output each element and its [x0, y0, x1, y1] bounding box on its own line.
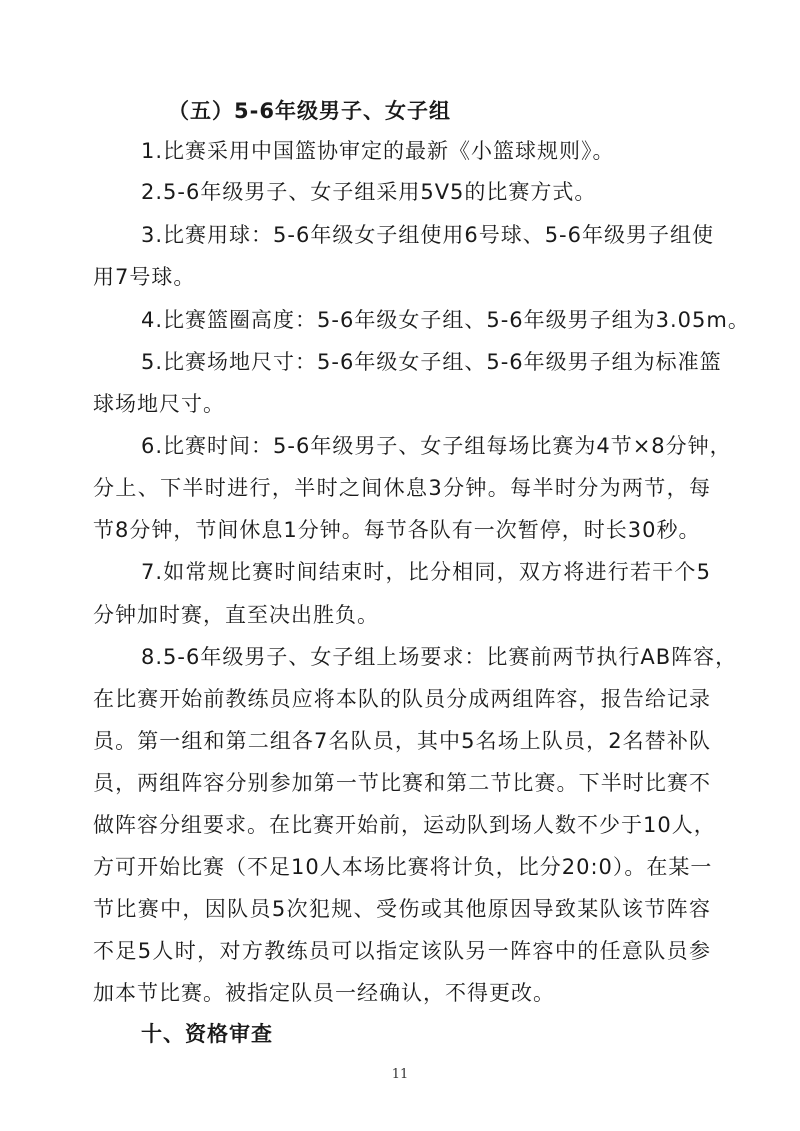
paragraph-line: 节8分钟，节间休息1分钟。每节各队有一次暂停，时长30秒。 [93, 518, 701, 542]
subsection-heading: （五）5-6年级男子、女子组 [168, 99, 451, 123]
paragraph-line: 做阵容分组要求。在比赛开始前，运动队到场人数不少于10人， [93, 813, 716, 837]
paragraph-line: 6.比赛时间：5-6年级男子、女子组每场比赛为4节×8分钟， [141, 434, 732, 458]
paragraph-line: 员，两组阵容分别参加第一节比赛和第二节比赛。下半时比赛不 [93, 771, 711, 795]
paragraph-line: 员。第一组和第二组各7名队员，其中5名场上队员，2名替补队 [93, 729, 711, 753]
section-heading: 十、资格审查 [141, 1022, 273, 1046]
paragraph-line: 方可开始比赛（不足10人本场比赛将计负，比分20:0）。在某一 [93, 855, 713, 879]
paragraph-line: 8.5-6年级男子、女子组上场要求：比赛前两节执行AB阵容， [141, 645, 738, 669]
paragraph-line: 4.比赛篮圈高度：5-6年级女子组、5-6年级男子组为3.05m。 [141, 308, 750, 332]
paragraph-line: 用7号球。 [93, 265, 196, 289]
paragraph-line: 5.比赛场地尺寸：5-6年级女子组、5-6年级男子组为标准篮 [141, 350, 722, 374]
paragraph-line: 2.5-6年级男子、女子组采用5V5的比赛方式。 [141, 180, 597, 204]
page-number: 11 [391, 1067, 409, 1082]
paragraph-line: 3.比赛用球：5-6年级女子组使用6号球、5-6年级男子组使 [141, 223, 714, 247]
paragraph-line: 不足5人时，对方教练员可以指定该队另一阵容中的任意队员参 [93, 939, 711, 963]
paragraph-line: 球场地尺寸。 [93, 392, 225, 416]
paragraph-line: 节比赛中，因队员5次犯规、受伤或其他原因导致某队该节阵容 [93, 897, 711, 921]
paragraph-line: 分钟加时赛，直至决出胜负。 [93, 603, 379, 627]
paragraph-line: 7.如常规比赛时间结束时，比分相同，双方将进行若干个5 [141, 560, 711, 584]
paragraph-line: 1.比赛采用中国篮协审定的最新《小篮球规则》。 [141, 139, 615, 163]
paragraph-line: 分上、下半时进行，半时之间休息3分钟。每半时分为两节，每 [93, 476, 711, 500]
paragraph-line: 在比赛开始前教练员应将本队的队员分成两组阵容，报告给记录 [93, 687, 711, 711]
paragraph-line: 加本节比赛。被指定队员一经确认，不得更改。 [93, 981, 555, 1005]
